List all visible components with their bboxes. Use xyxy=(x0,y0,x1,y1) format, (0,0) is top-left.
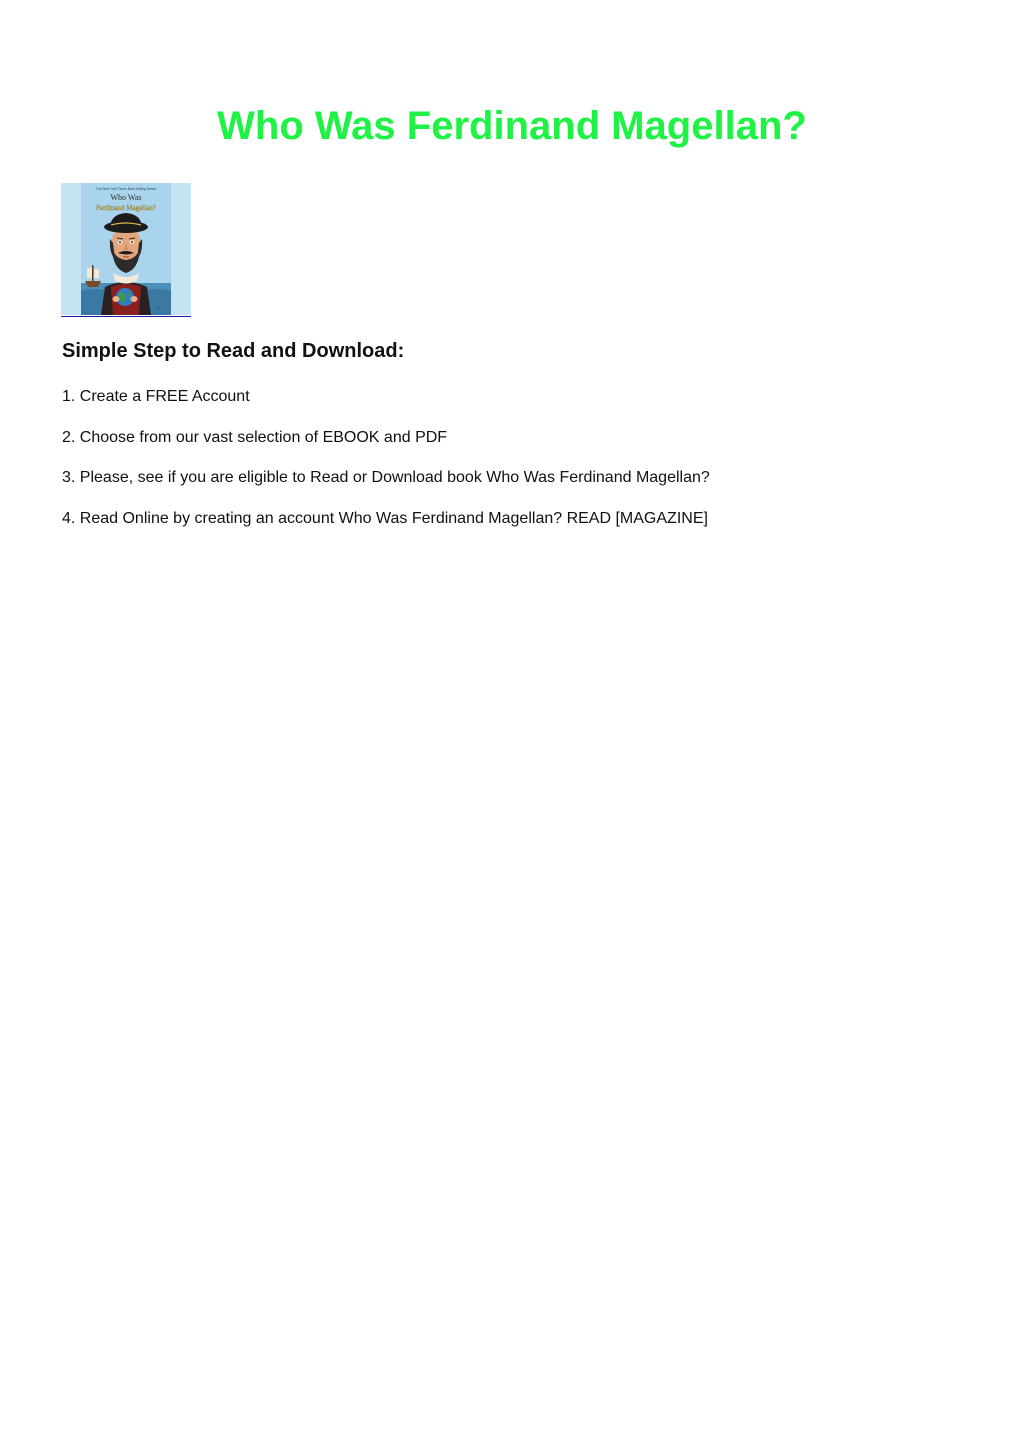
cover-title-text-2: Ferdinand Magellan? xyxy=(96,204,156,212)
book-cover-image xyxy=(61,183,191,315)
step-choose-selection: 2. Choose from our vast selection of EBOOK and PDF xyxy=(62,428,448,446)
step-read-online: 4. Read Online by creating an account Who Was Ferdinand Magellan? READ [MAGAZINE] xyxy=(62,509,708,527)
book-cover-link[interactable] xyxy=(61,183,191,317)
step-check-eligibility: 3. Please, see if you are eligible to Read or Download book Who Was Ferdinand Magellan? xyxy=(62,469,710,486)
steps-list xyxy=(62,386,710,548)
page-title: Who Was Ferdinand Magellan? xyxy=(217,104,807,148)
steps-heading: Simple Step to Read and Download: xyxy=(62,340,405,362)
cover-series-text: The New York Times Best-Selling Series xyxy=(95,187,157,191)
step-create-account: 1. Create a FREE Account xyxy=(62,388,250,405)
svg-text:by: by xyxy=(157,307,161,310)
cover-title-text-1: Who Was xyxy=(110,193,142,202)
